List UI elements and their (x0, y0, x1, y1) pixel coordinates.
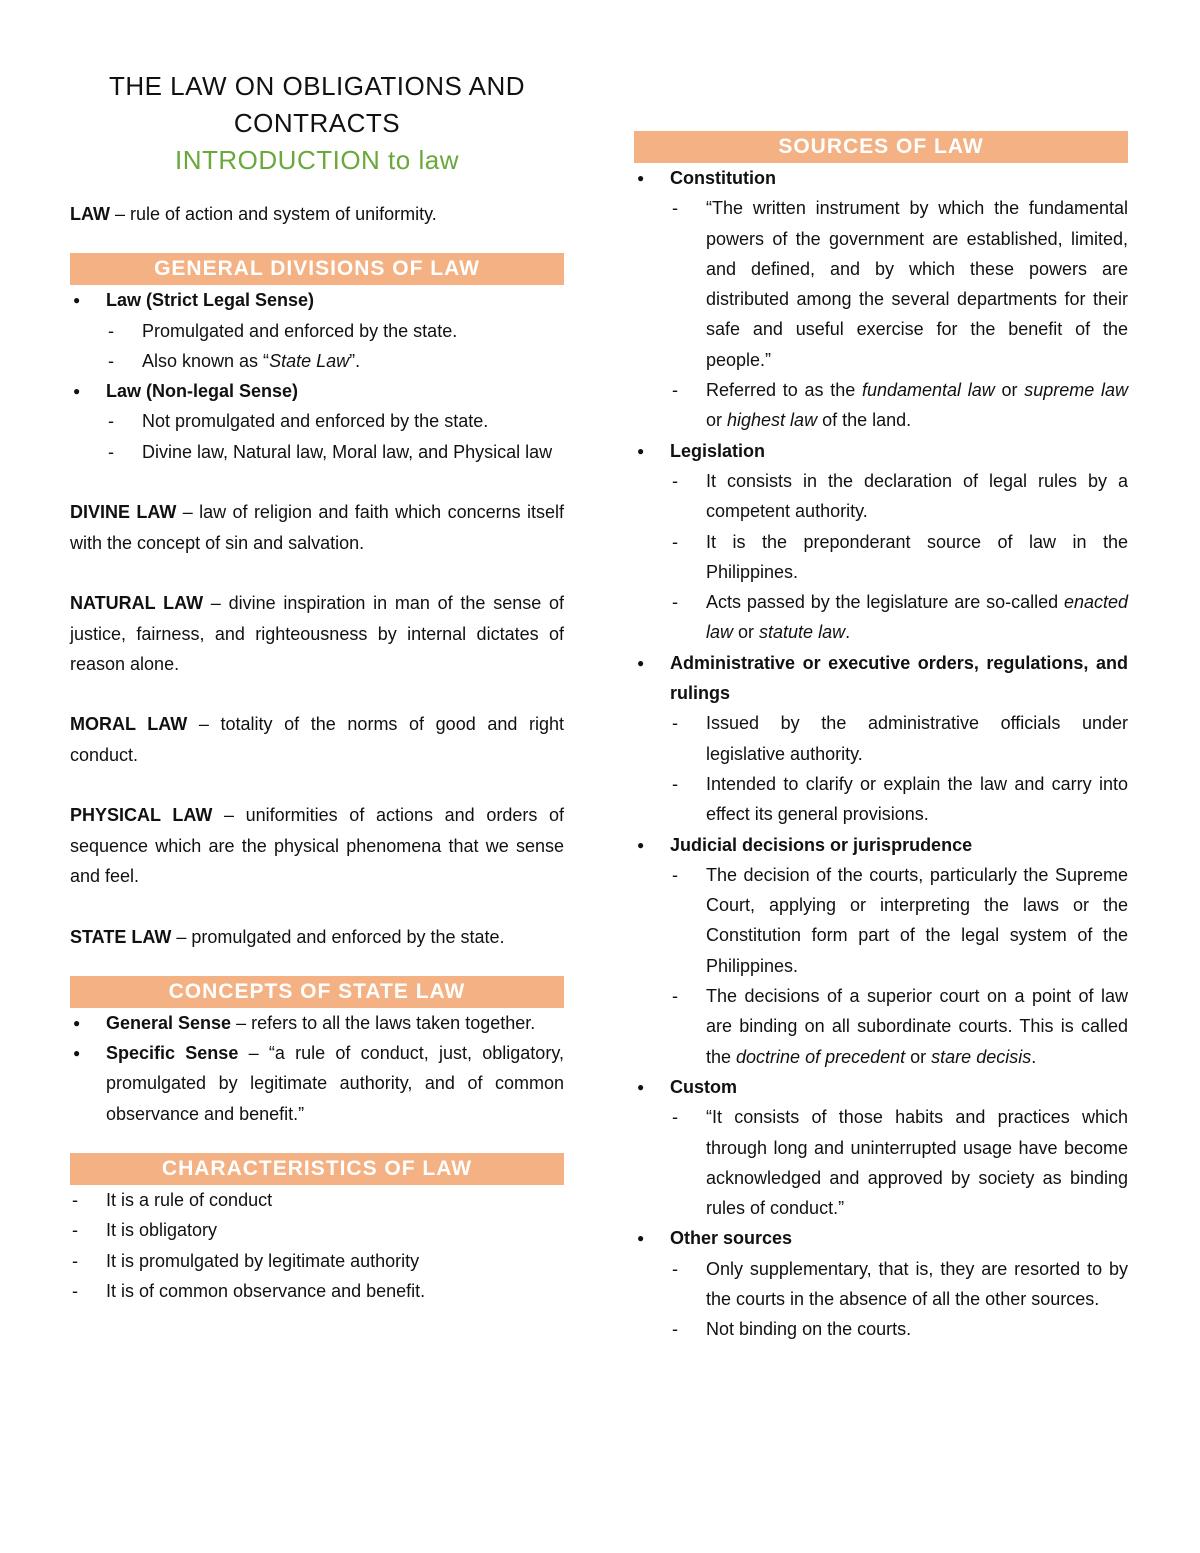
sources-heading: SOURCES OF LAW (634, 131, 1128, 163)
italic-term: highest law (727, 410, 818, 431)
other-sub-1: - Only supplementary, that is, they are resorted to by the courts in the absence of all the other sources. (634, 1254, 1128, 1315)
italic-term: enacted law (706, 592, 1128, 643)
text-span: . (1031, 1046, 1037, 1067)
other-sub-2: - Not binding on the courts. (634, 1314, 1128, 1344)
text-span: or (905, 1046, 932, 1067)
right-column (634, 0, 1128, 1345)
text-span: or (706, 410, 728, 431)
state-law-italic: State Law (269, 350, 350, 371)
left-column (70, 0, 564, 1306)
characteristic-item: - It is promulgated by legitimate authority (70, 1246, 564, 1276)
division-item-strict: ● Law (Strict Legal Sense) (70, 285, 564, 315)
text-span: . (845, 622, 851, 643)
definition-term: MORAL LAW (70, 714, 188, 735)
characteristics-heading: CHARACTERISTICS OF LAW (70, 1153, 564, 1185)
definition-term: STATE LAW (70, 926, 172, 947)
definition-divine (70, 497, 564, 558)
text-span: of the land. (817, 410, 912, 431)
administrative-sub-2: - Intended to clarify or explain the law and carry into effect its general provisions. (634, 769, 1128, 830)
concept-text: – refers to all the laws taken together. (231, 1012, 536, 1033)
source-legislation: ● Legislation (634, 436, 1128, 466)
italic-term: statute law (759, 622, 846, 643)
division-strict-sub-1: - Promulgated and enforced by the state. (70, 316, 564, 346)
italic-term: stare decisis (931, 1046, 1032, 1067)
general-divisions-heading: GENERAL DIVISIONS OF LAW (70, 253, 564, 285)
concept-term: General Sense (106, 1012, 232, 1033)
law-definition (70, 199, 564, 229)
legislation-sub-1: - It consists in the declaration of legal rules by a competent authority. (634, 466, 1128, 527)
division-item-nonlegal: ● Law (Non-legal Sense) (70, 376, 564, 406)
text-span: Acts passed by the legislature are so-called (706, 592, 1064, 613)
definition-state (70, 922, 564, 952)
document-title-line1: THE LAW ON OBLIGATIONS AND (108, 71, 526, 101)
definition-text: – divine inspiration in man of the sense of justice, fairness, and righteousness by internal dictates of reason alone. (70, 593, 564, 674)
definition-term: NATURAL LAW (70, 593, 204, 614)
judicial-sub-2 (634, 981, 1128, 1072)
law-text: – rule of action and system of uniformity. (110, 204, 437, 224)
definition-term: PHYSICAL LAW (70, 805, 213, 826)
definition-text: – law of religion and faith which concerns itself with the concept of sin and salvation. (70, 502, 564, 553)
text-span: or (733, 622, 760, 643)
text-span: or (994, 380, 1025, 401)
italic-term: supreme law (1024, 380, 1128, 401)
concepts-heading: CONCEPTS OF STATE LAW (70, 976, 564, 1008)
judicial-sub-1: - The decision of the courts, particularly the Supreme Court, applying or interpreting the laws or the Constitution form part of the legal system of the Philippines. (634, 860, 1128, 981)
division-nonlegal-sub-1: - Not promulgated and enforced by the state. (70, 406, 564, 436)
legislation-sub-3 (634, 587, 1128, 648)
italic-term: fundamental law (861, 380, 995, 401)
source-judicial: ● Judicial decisions or jurisprudence (634, 830, 1128, 860)
concept-text: – “a rule of conduct, just, obligatory, promulgated by legitimate authority, and of common observance and benefit.” (106, 1043, 564, 1124)
definition-physical (70, 800, 564, 891)
definition-term: DIVINE LAW (70, 502, 177, 523)
document-title-line2: CONTRACTS (233, 108, 401, 138)
text-span: Referred to as the (706, 380, 862, 401)
source-administrative: ● Administrative or executive orders, regulations, and rulings (634, 648, 1128, 709)
constitution-sub-1: - “The written instrument by which the fundamental powers of the government are established, limited, and defined, and by which these powers are distributed among the several departments for their safe and useful exercise for the benefit of the people.” (634, 193, 1128, 375)
italic-term: doctrine of precedent (736, 1046, 906, 1067)
custom-sub-1: - “It consists of those habits and practices which through long and uninterrupted usage have become acknowledged and approved by society as binding rules of conduct.” (634, 1102, 1128, 1223)
definition-text: – uniformities of actions and orders of sequence which are the physical phenomena that we sense and feel. (70, 805, 564, 886)
source-constitution: ● Constitution (634, 163, 1128, 193)
concept-term: Specific Sense (106, 1043, 239, 1064)
characteristic-item: - It is of common observance and benefit. (70, 1276, 564, 1306)
characteristic-item: - It is obligatory (70, 1215, 564, 1245)
concept-specific (70, 1038, 564, 1129)
concept-general (70, 1008, 564, 1038)
text-span: The decisions of a superior court on a point of law are binding on all subordinate courts. This is called the (706, 986, 1128, 1067)
legislation-sub-2: - It is the preponderant source of law in the Philippines. (634, 527, 1128, 588)
characteristic-item: - It is a rule of conduct (70, 1185, 564, 1215)
definition-text: – totality of the norms of good and right conduct. (70, 714, 564, 765)
document-subtitle: INTRODUCTION to law (175, 145, 459, 175)
source-other: ● Other sources (634, 1223, 1128, 1253)
constitution-sub-2 (634, 375, 1128, 436)
source-custom: ● Custom (634, 1072, 1128, 1102)
definition-moral (70, 709, 564, 770)
division-strict-sub-2: - Also known as “State Law”. (70, 346, 564, 376)
administrative-sub-1: - Issued by the administrative officials under legislative authority. (634, 708, 1128, 769)
law-term: LAW (70, 204, 110, 224)
definition-natural (70, 588, 564, 679)
definition-text: – promulgated and enforced by the state. (171, 926, 505, 947)
division-nonlegal-sub-2: - Divine law, Natural law, Moral law, and Physical law (70, 437, 564, 467)
